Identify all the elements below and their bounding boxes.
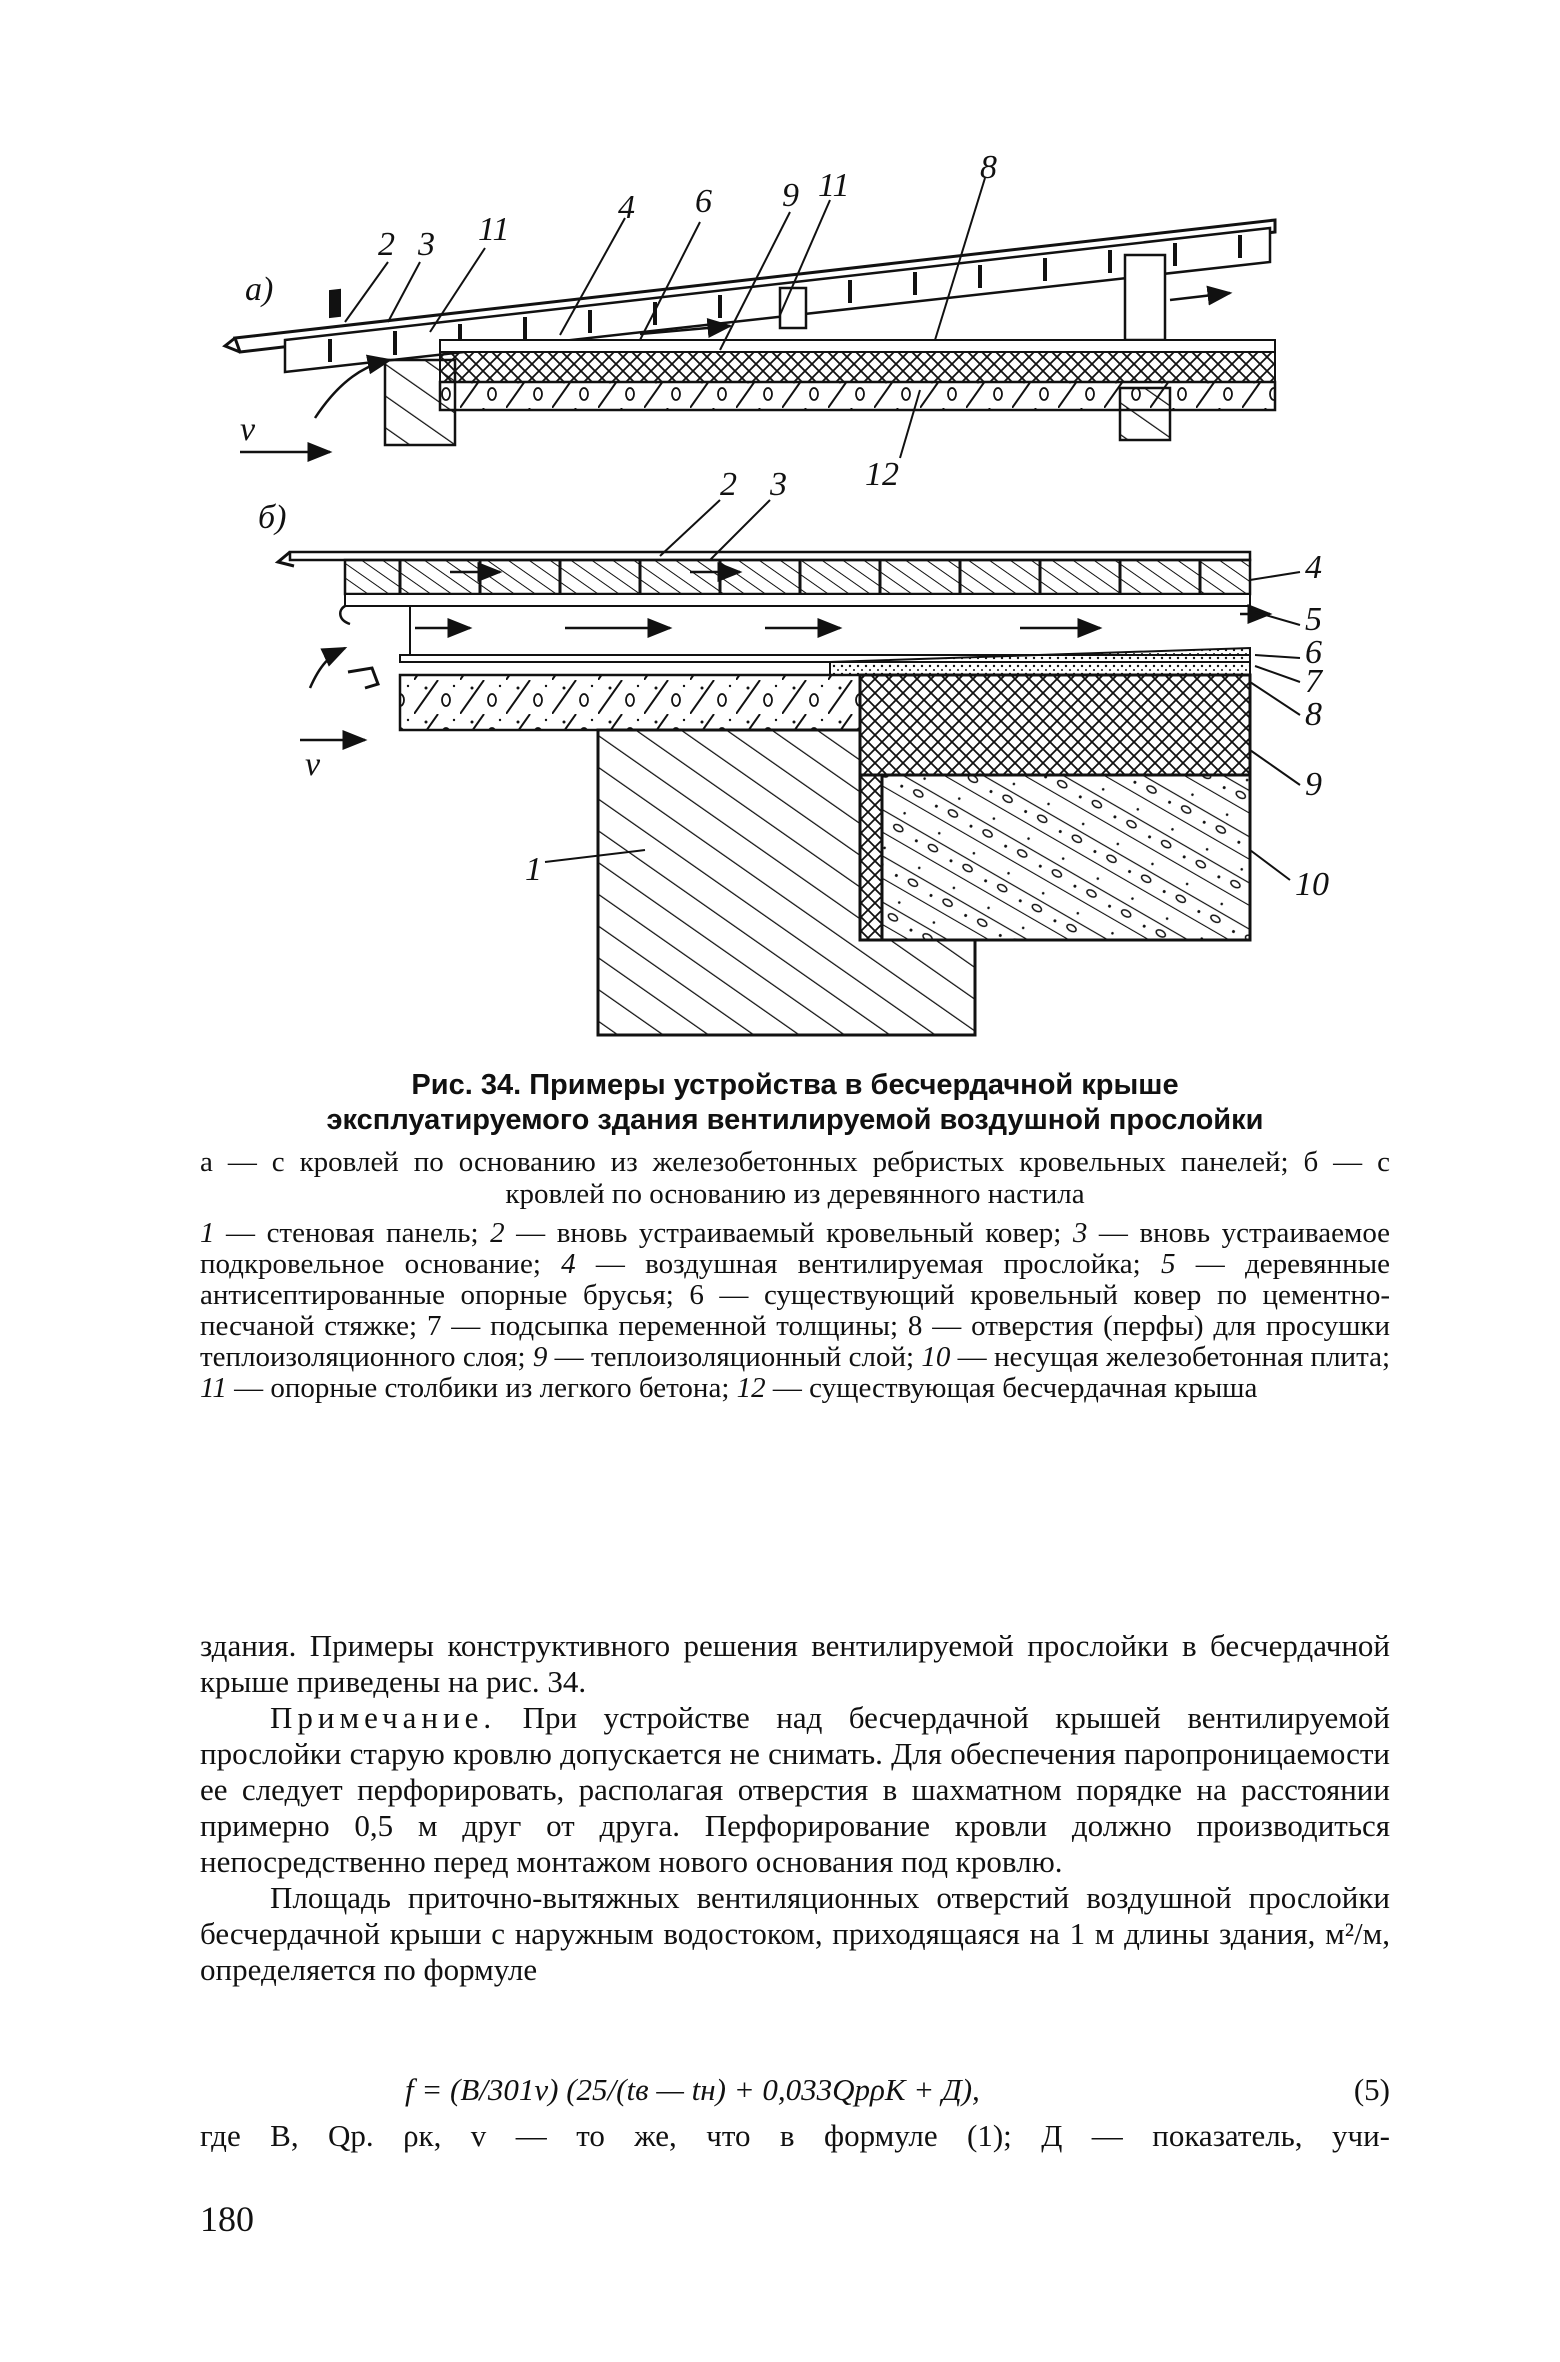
panel-a-callout: 8: [980, 149, 997, 186]
panel-b-callout: 5: [1305, 601, 1322, 638]
body-text: [200, 1628, 1390, 1988]
panel-a-insulation: [440, 352, 1275, 382]
panel-b-label: б): [258, 499, 287, 536]
panel-a-ribs: [330, 290, 340, 317]
panel-a-support-post-right: [1125, 255, 1165, 340]
caption-title-line-2: эксплуатируемого здания вентилируемой воздушной прослойки: [326, 1104, 1264, 1136]
panel-b-callout: 6: [1305, 634, 1322, 671]
panel-b-callout: 1: [525, 851, 542, 888]
panel-a-callout: 6: [695, 183, 712, 220]
panel-b-drawing: [278, 500, 1300, 1035]
panel-b-callout: 9: [1305, 766, 1322, 803]
paragraph-1: здания. Примеры конструктивного решения вентилируемой прослойки в бесчердачной крыше приведены на рис. 34.: [200, 1628, 1390, 1699]
note-paragraph: [200, 1700, 1390, 1880]
paragraph-2: Площадь приточно-вытяжных вентиляционных отверстий воздушной прослойки бесчердачной крыши с наружным водостоком, приходящаяся на 1 м длины здания, м²/м, определяется по формуле: [200, 1880, 1390, 1987]
panel-b-callout: 4: [1305, 549, 1322, 586]
figure-34: [0, 0, 1560, 1060]
figure-caption: [200, 1068, 1390, 1404]
formula-number: (5): [1353, 2072, 1390, 2107]
panel-b-callout: 3: [770, 466, 787, 503]
panel-a-callout: 11: [818, 167, 850, 204]
panel-b-support-strip: [345, 594, 1250, 606]
panel-b-slab: [400, 675, 860, 730]
caption-legend: 1 — стеновая панель; 2 — вновь устраиваемый кровельный ковер; 3 — вновь устраиваемое подкровельное основание; 4 — воздушная вентилируемая прослойка; 5 — деревянные антисептированные опорные брусья; 6 — существующий кровельный ковер по цементно-песчаной стяжке; 7 — подсыпка переменной толщины; 8 — отверстия (перфы) для просушки теплоизоляционного слоя; 9 — теплоизоляционный слой; 10 — несущая железобетонная плита; 11 — опорные столбики из легкого бетона; 12 — существующая бесчердачная крыша: [200, 1217, 1391, 1404]
caption-subcaption: а — с кровлей по основанию из железобетонных ребристых кровельных панелей; б — с кровлей по основанию из деревянного настила: [200, 1146, 1390, 1210]
panel-a-wall-left: [385, 360, 455, 445]
panel-a-existing-roof: [440, 340, 1275, 352]
panel-b-insulation: [860, 675, 1250, 775]
formula-where-line: где B, Qр. ρк, v — то же, что в формуле (1); Д — показатель, учи-: [200, 2118, 1390, 2153]
panel-a-drawing: [225, 178, 1275, 458]
note-text: При устройстве над бесчердачной крышей вентилируемой прослойки старую кровлю допускается не снимать. Для обеспечения паропроницаемости ее следует перфорировать, располагая отверстия в шахматном порядке на расстоянии примерно 0,5 м друг от друга. Перфорирование кровли должно производиться непосредственно перед монтажом нового основания под кровлю.: [200, 1700, 1390, 1879]
note-label: Примечание.: [270, 1700, 497, 1735]
panel-b-insulation-edge: [860, 775, 882, 940]
panel-a-callout: 12: [865, 456, 899, 493]
panel-a-callout: 2: [378, 226, 395, 263]
panel-a-callout: 3: [418, 226, 435, 263]
panel-a-callout: 4: [618, 189, 635, 226]
panel-a-wall-right: [1120, 388, 1170, 440]
panel-b-callout: 10: [1295, 866, 1329, 903]
formula-5: [200, 2072, 1390, 2112]
panel-a-airflow-label: v: [240, 411, 256, 448]
panel-b-fill: [830, 648, 1250, 675]
page-number: 180: [200, 2199, 254, 2239]
panel-a-callout: 11: [478, 211, 510, 248]
panel-a-callout: 9: [782, 177, 799, 214]
caption-title-line-1: Рис. 34. Примеры устройства в бесчердачной крыше: [411, 1069, 1179, 1101]
panel-b-callout: 7: [1305, 663, 1322, 700]
panel-b-callout: 8: [1305, 696, 1322, 733]
formula-text: f = (B/301v) (25/(tв — tн) + 0,033QрρK + Д),: [405, 2072, 980, 2107]
panel-b-airflow-label: v: [305, 746, 321, 783]
panel-b-bearing-slab: [882, 775, 1250, 940]
panel-a-label: а): [245, 271, 274, 308]
panel-b-callout: 2: [720, 466, 737, 503]
